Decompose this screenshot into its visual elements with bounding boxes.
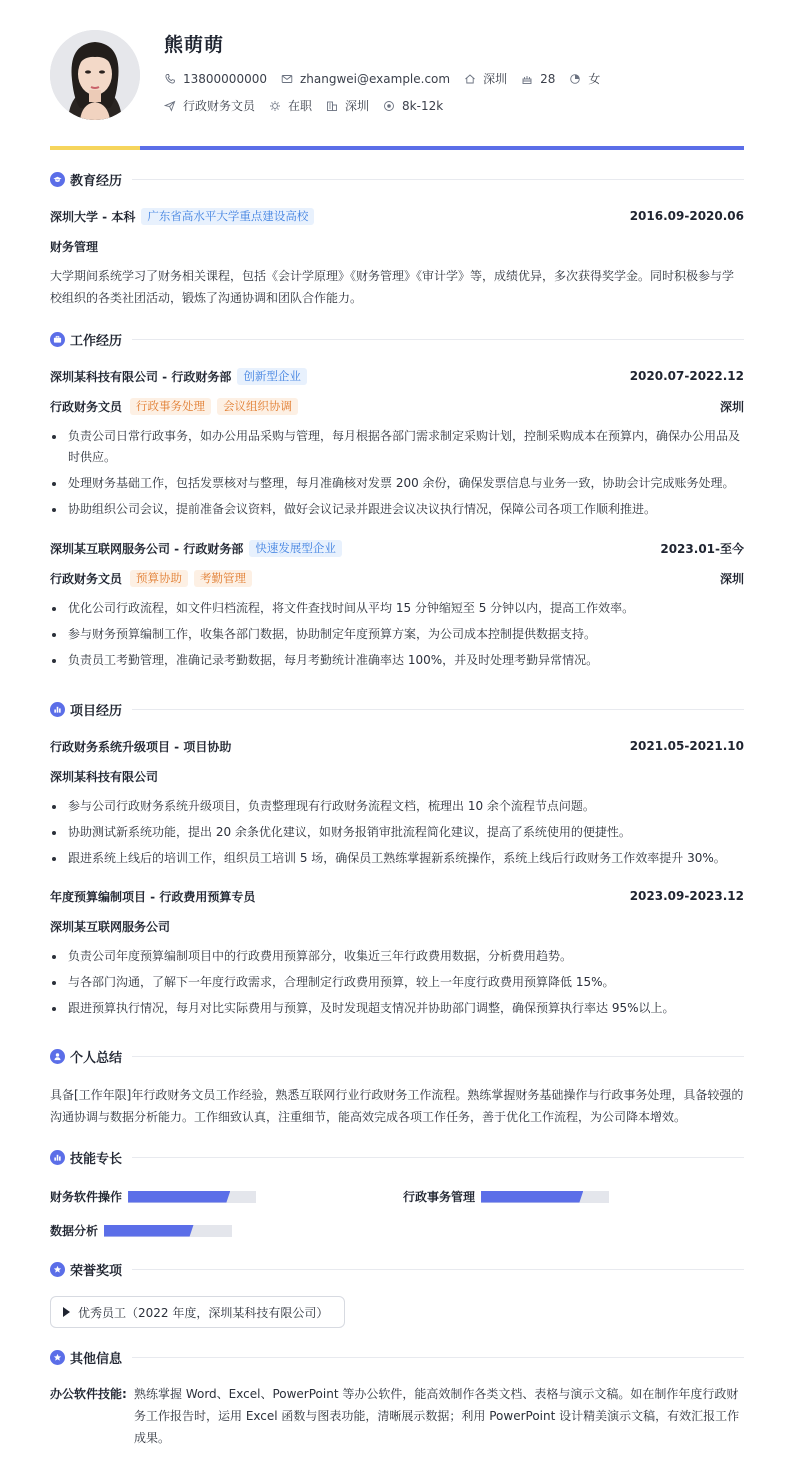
work-2-company: 深圳某互联网服务公司 - 行政财务部 [50,541,244,556]
gender-icon [569,73,581,85]
other-info-row [50,1383,744,1449]
work-2-company-tag: 快速发展型企业 [249,540,342,557]
education-description: 大学期间系统学习了财务相关课程，包括《会计学原理》《财务管理》《审计学》等，成绩优异，多次获得奖学金。同时积极参与学校组织的各类社团活动，锻炼了沟通协调和团队合作能力。 [50,269,735,305]
section-education-title: 教育经历 [50,169,744,189]
work-1-period: 2020.07-2022.12 [629,369,744,383]
project-2-header-row [50,886,744,906]
target-city-text: 深圳 [345,99,370,113]
list-item: 参与财务预算编制工作，收集各部门数据，协助制定年度预算方案，为公司成本控制提供数据支持。 [50,624,744,645]
work-1-role-row [50,396,744,416]
project-1-period: 2021.05-2021.10 [629,739,744,753]
medal-icon [50,1350,65,1365]
home-icon [464,73,476,85]
skill-item-2 [403,1188,609,1205]
medal-icon [50,1262,65,1277]
bar-chart-icon [50,702,65,717]
work-1-company: 深圳某科技有限公司 - 行政财务部 [50,369,232,384]
project-1-header-row [50,736,744,756]
skill-name: 财务软件操作 [50,1190,123,1204]
work-2-tag-1: 预算协助 [130,570,188,587]
work-1-company-tag: 创新型企业 [237,368,307,385]
gender-text: 女 [588,72,601,86]
mail-icon [281,73,293,85]
work-1-header-row [50,366,744,386]
email-item [281,72,450,86]
gender-item [569,70,600,87]
list-item: 协助测试新系统功能，提出 20 余条优化建议，如财务报销审批流程简化建议，提高了系统使用的便捷性。 [50,822,744,843]
target-role-item [164,97,255,114]
header-divider-bar [50,146,744,150]
project-2-period: 2023.09-2023.12 [629,889,744,903]
skill-level-bar [481,1191,609,1203]
skill-item-1 [50,1188,256,1205]
list-item: 跟进系统上线后的培训工作，组织员工培训 5 场，确保员工熟练掌握新系统操作，系统上线后行政财务工作效率提升 30%。 [50,848,744,869]
work-2-period: 2023.01-至今 [660,541,744,556]
triangle-bullet-icon [63,1307,70,1317]
city-text: 深圳 [483,72,508,86]
salary-text: 8k-12k [402,98,444,113]
project-1-bullets [50,796,744,874]
phone-text: 13800000000 [183,71,267,86]
avatar [50,30,140,120]
work-1-tag-1: 行政事务处理 [130,398,211,415]
salary-item [383,99,443,113]
user-icon [50,1049,65,1064]
honor-item [50,1296,345,1328]
list-item: 与各部门沟通，了解下一年度行政需求，合理制定行政费用预算，较上一年度行政费用预算降低 15%。 [50,972,744,993]
school-name: 深圳大学 - 本科 [50,209,136,224]
summary-text: 具备[工作年限]年行政财务文员工作经验，熟悉互联网行业行政财务工作流程。熟练掌握财务基础操作与行政事务处理，具备较强的沟通协调与数据分析能力。工作细致认真，注重细节，能高效完成各项工作任务，善于优化工作流程，为公司降本增效。 [50,1088,744,1124]
education-major-row [50,236,744,256]
work-1-location: 深圳 [719,399,744,414]
job-intent-row [164,97,457,114]
contact-row [164,70,614,87]
age-text: 28 [540,71,556,86]
project-2-title: 年度预算编制项目 - 行政费用预算专员 [50,889,256,904]
project-2-bullets [50,946,744,1024]
section-honors-title: 荣誉奖项 [50,1259,744,1279]
send-icon [164,100,176,112]
education-period: 2016.09-2020.06 [629,209,744,223]
section-skills-title: 技能专长 [50,1147,744,1167]
school-tag: 广东省高水平大学重点建设高校 [141,208,314,225]
major-name: 财务管理 [50,239,99,254]
work-2-role-row [50,568,744,588]
age-icon [521,73,533,85]
candidate-name: 熊萌萌 [164,34,225,56]
bar-chart-icon [50,1150,65,1165]
section-work-title: 工作经历 [50,329,744,349]
list-item: 负责公司日常行政事务，如办公用品采购与管理，每月根据各部门需求制定采购计划，控制采购成本在预算内，确保办公用品及时供应。 [50,426,744,468]
skill-name: 行政事务管理 [403,1190,476,1204]
work-2-tag-2: 考勤管理 [194,570,252,587]
resume-header [50,30,744,122]
status-item [269,97,312,114]
other-info-value: 熟练掌握 Word、Excel、PowerPoint 等办公软件，能高效制作各类文档、表格与演示文稿。如在制作年度行政财务工作报告时，运用 Excel 函数与图表功能，清晰展示数据；利用 PowerPoint 设计精美演示文稿，有效汇报工作成果。 [134,1387,740,1445]
project-1-company: 深圳某科技有限公司 [50,769,159,784]
project-1-company-row [50,766,744,786]
list-item: 跟进预算执行情况，每月对比实际费用与预算，及时发现超支情况并协助部门调整，确保预算执行率达 95%以上。 [50,998,744,1019]
section-projects-title: 项目经历 [50,699,744,719]
project-2-company: 深圳某互联网服务公司 [50,919,171,934]
list-item: 负责员工考勤管理，准确记录考勤数据，每月考勤统计准确率达 100%，并及时处理考勤异常情况。 [50,650,744,671]
other-info-label: 办公软件技能: [50,1387,127,1401]
work-2-role: 行政财务文员 [50,571,123,586]
status-text: 在职 [288,99,313,113]
work-1-tag-2: 会议组织协调 [217,398,298,415]
education-header-row [50,206,744,226]
project-2-company-row [50,916,744,936]
building-icon [326,100,338,112]
phone-item [164,72,267,86]
honor-text: 优秀员工（2022 年度，深圳某科技有限公司） [78,1305,329,1320]
status-icon [269,100,281,112]
section-summary-title: 个人总结 [50,1046,744,1066]
list-item: 负责公司年度预算编制项目中的行政费用预算部分，收集近三年行政费用数据，分析费用趋势。 [50,946,744,967]
salary-icon [383,100,395,112]
briefcase-icon [50,332,65,347]
target-city-item [326,97,369,114]
work-1-bullets [50,426,744,525]
list-item: 处理财务基础工作，包括发票核对与整理，每月准确核对发票 200 余份，确保发票信息与业务一致，协助会计完成账务处理。 [50,473,744,494]
work-2-bullets [50,598,744,676]
section-other-title: 其他信息 [50,1347,744,1367]
list-item: 参与公司行政财务系统升级项目，负责整理现有行政财务流程文档，梳理出 10 余个流程节点问题。 [50,796,744,817]
skill-level-bar [104,1225,232,1237]
work-1-role: 行政财务文员 [50,399,123,414]
skill-item-3 [50,1222,232,1239]
skill-name: 数据分析 [50,1224,99,1238]
age-item [521,72,555,86]
list-item: 协助组织公司会议，提前准备会议资料，做好会议记录并跟进会议决议执行情况，保障公司各项工作顺利推进。 [50,499,744,520]
phone-icon [164,73,176,85]
list-item: 优化公司行政流程，如文件归档流程，将文件查找时间从平均 15 分钟缩短至 5 分钟以内，提高工作效率。 [50,598,744,619]
work-2-location: 深圳 [719,571,744,586]
target-role-text: 行政财务文员 [183,99,256,113]
work-2-header-row [50,538,744,558]
city-item [464,70,507,87]
project-1-title: 行政财务系统升级项目 - 项目协助 [50,739,232,754]
graduation-cap-icon [50,172,65,187]
skill-level-bar [128,1191,256,1203]
email-text: zhangwei@example.com [299,71,451,86]
